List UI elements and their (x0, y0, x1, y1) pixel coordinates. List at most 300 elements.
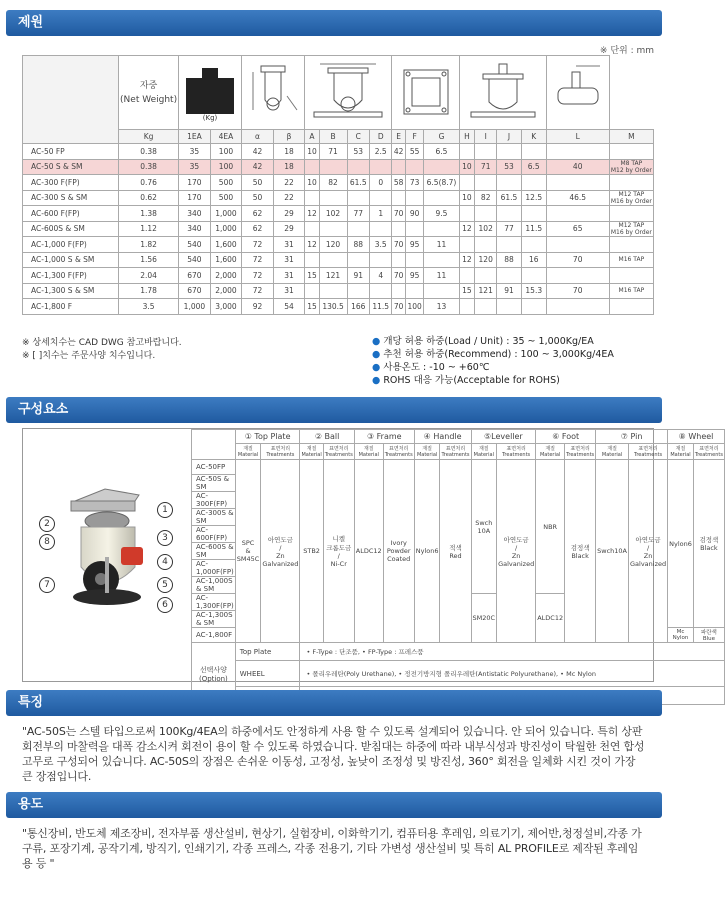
spec-cell: 42 (242, 159, 274, 175)
spec-cell (609, 206, 653, 222)
note-order: ※ [ ]치수는 주문사양 치수입니다. (22, 351, 156, 361)
components-cell: 니켈 크롬도금 / Ni-Cr (323, 460, 354, 643)
component-header: ② Ball (300, 430, 354, 444)
net-weight-header: 자중 (Net Weight) (119, 56, 179, 130)
spec-cell (521, 206, 546, 222)
spec-cell (392, 283, 405, 299)
components-cell: ALDC12 (536, 594, 565, 643)
spec-cell (305, 252, 319, 268)
spec-cell: 10 (459, 190, 475, 206)
notes-left (22, 337, 182, 363)
note-load: ● 개당 허용 하중(Load / Unit) : 35 ~ 1,000Kg/EA (372, 336, 594, 347)
components-cell: Swch10A (596, 460, 629, 643)
spec-subheader: 4EA (210, 130, 242, 144)
spec-cell (497, 237, 522, 253)
spec-cell: 82 (319, 175, 347, 191)
spec-cell: 42 (242, 144, 274, 160)
spec-subheader: E (392, 130, 405, 144)
component-model: AC-1,000F(FP) (192, 560, 236, 577)
spec-cell: 500 (210, 190, 242, 206)
spec-cell (424, 252, 459, 268)
spec-cell: 72 (242, 283, 274, 299)
spec-cell (319, 283, 347, 299)
spec-cell (546, 299, 609, 315)
spec-cell (546, 206, 609, 222)
spec-row (23, 237, 654, 253)
spec-cell (475, 175, 497, 191)
spec-subheader: B (319, 130, 347, 144)
spec-cell: 62 (242, 206, 274, 222)
spec-cell (369, 283, 391, 299)
spec-cell: 340 (179, 221, 211, 237)
spec-cell (347, 283, 369, 299)
section-title-uses: 용도 (6, 792, 662, 818)
spec-cell: 540 (179, 237, 211, 253)
spec-cell: 1.78 (119, 283, 179, 299)
components-cell: 표면처리 Treatments (694, 445, 723, 458)
spec-cell: M16 TAP (609, 252, 653, 268)
spec-cell: 92 (242, 299, 274, 315)
section-title-components: 구성요소 (6, 397, 662, 423)
spec-cell (392, 221, 405, 237)
spec-cell: 1,600 (210, 237, 242, 253)
spec-cell: 70 (392, 268, 405, 284)
spec-cell: 11 (424, 268, 459, 284)
spec-cell: 15.3 (521, 283, 546, 299)
components-cell: 표면처리 Treatments (261, 444, 300, 460)
spec-cell: 50 (242, 190, 274, 206)
spec-cell (369, 190, 391, 206)
spec-cell: 62 (242, 221, 274, 237)
spec-cell (475, 299, 497, 315)
spec-model: AC-1,800 F (23, 299, 119, 315)
component-model: AC-300F(FP) (192, 492, 236, 509)
spec-cell (405, 159, 424, 175)
spec-cell (521, 268, 546, 284)
spec-model: AC-600 F(FP) (23, 206, 119, 222)
spec-cell (459, 237, 475, 253)
spec-cell: 10 (305, 175, 319, 191)
components-cell: 아연도금 / Zn Galvanized (629, 460, 668, 643)
spec-cell: 11.5 (369, 299, 391, 315)
spec-cell (369, 252, 391, 268)
spec-cell: 2.5 (369, 144, 391, 160)
components-cell: 아연도금 / Zn Galvanized (497, 460, 536, 643)
spec-cell (497, 144, 522, 160)
spec-cell: 50 (242, 175, 274, 191)
spec-cell (609, 268, 653, 284)
spec-cell: M16 TAP (609, 283, 653, 299)
spec-cell: 31 (273, 252, 305, 268)
spec-cell: 1 (369, 206, 391, 222)
spec-cell (521, 237, 546, 253)
component-header: ⑤Leveller (471, 430, 536, 444)
section-title-spec: 제원 (6, 10, 662, 36)
spec-row (23, 144, 654, 160)
spec-cell: 77 (347, 206, 369, 222)
spec-cell: 102 (475, 221, 497, 237)
spec-cell: 100 (405, 299, 424, 315)
spec-cell: 10 (459, 159, 475, 175)
component-model: AC-50FP (192, 460, 236, 475)
spec-cell: 88 (497, 252, 522, 268)
spec-cell: 120 (475, 252, 497, 268)
spec-cell: 65 (546, 221, 609, 237)
spec-row (23, 299, 654, 315)
spec-cell: 12 (305, 206, 319, 222)
component-header: ⑦ Pin (596, 430, 668, 444)
spec-cell: 102 (319, 206, 347, 222)
spec-cell (424, 190, 459, 206)
tilt-figure (242, 56, 305, 130)
spec-cell: 3.5 (369, 237, 391, 253)
spec-cell: 6.5 (521, 159, 546, 175)
spec-cell: 2.04 (119, 268, 179, 284)
spec-subheader: I (475, 130, 497, 144)
spec-cell: 121 (475, 283, 497, 299)
spec-subheader: L (546, 130, 609, 144)
spec-cell: 61.5 (497, 190, 522, 206)
spec-cell: 55 (405, 144, 424, 160)
spec-cell: 100 (210, 144, 242, 160)
components-cell: 재질 Material (301, 445, 322, 458)
callout-8: 8 (39, 534, 55, 550)
components-cell: 표면처리 Treatments (629, 444, 668, 460)
spec-cell: 42 (392, 144, 405, 160)
spec-row (23, 175, 654, 191)
spec-cell: 70 (546, 283, 609, 299)
note-cad: ※ 상세치수는 CAD DWG 참고바랍니다. (22, 338, 182, 348)
spec-cell: 35 (179, 144, 211, 160)
spec-row (23, 283, 654, 299)
spec-cell: 130.5 (319, 299, 347, 315)
spec-cell: M12 TAP M16 by Order (610, 221, 652, 236)
spec-cell (497, 175, 522, 191)
spec-cell: 12 (459, 221, 475, 237)
spec-cell: 10 (305, 144, 319, 160)
spec-subheader: Kg (119, 130, 179, 144)
spec-cell: 4 (369, 268, 391, 284)
spec-cell: 13 (424, 299, 459, 315)
spec-row (23, 221, 654, 237)
spec-model: AC-300 F(FP) (23, 175, 119, 191)
s-type-figure (459, 56, 546, 130)
spec-cell: 53 (347, 144, 369, 160)
spec-cell: 31 (273, 237, 305, 253)
spec-cell: 0.38 (119, 144, 179, 160)
components-cell: 재질 Material (414, 444, 440, 460)
spec-cell (305, 283, 319, 299)
spec-cell: 46.5 (546, 190, 609, 206)
spec-cell: 91 (497, 283, 522, 299)
component-model: AC-50S & SM (192, 475, 236, 492)
spec-cell: 1,000 (179, 299, 211, 315)
spec-cell: 82 (475, 190, 497, 206)
spec-cell: 29 (273, 206, 305, 222)
spec-model: AC-300 S & SM (23, 190, 119, 206)
spec-cell (424, 221, 459, 237)
spec-cell: 9.5 (424, 206, 459, 222)
component-model: AC-1,300S & SM (192, 611, 236, 628)
spec-cell: 73 (405, 175, 424, 191)
component-model: AC-1,000S & SM (192, 577, 236, 594)
components-cell: STB2 (300, 460, 323, 643)
spec-cell (475, 144, 497, 160)
spec-cell: 77 (497, 221, 522, 237)
spec-cell: 90 (405, 206, 424, 222)
spec-cell: 120 (319, 237, 347, 253)
component-header: ⑧ Wheel (668, 430, 725, 444)
spec-cell: 12 (305, 237, 319, 253)
spec-cell: 100 (210, 159, 242, 175)
spec-cell: 71 (475, 159, 497, 175)
component-model: AC-1,300F(FP) (192, 594, 236, 611)
spec-cell: 0.62 (119, 190, 179, 206)
components-cell: Swch 10A (471, 460, 497, 594)
spec-cell: 12.5 (521, 190, 546, 206)
uses-text: "통신장비, 반도체 제조장비, 전자부품 생산설비, 현상기, 실험장비, 이화학기기, 컴퓨터용 후레임, 의료기기, 제어반,청정설비,각종 가구류, 포장기계, 공작기계, 방직기, 인쇄기기, 각종 프레스, 각종 전용기, 기타 가변성 생산설비 및 특히 AL PROFILE로 제작된 후레임용 등 " (22, 827, 642, 870)
spec-cell (459, 268, 475, 284)
component-model: AC-300S & SM (192, 509, 236, 526)
components-cell: Nylon6 (668, 460, 694, 628)
spec-row (23, 268, 654, 284)
callout-6: 6 (157, 597, 173, 613)
callout-7: 7 (39, 577, 55, 593)
option-name: WHEEL (235, 661, 300, 687)
spec-cell: 670 (179, 268, 211, 284)
spec-cell: 70 (546, 252, 609, 268)
component-header: ④ Handle (414, 430, 471, 444)
components-panel (22, 428, 723, 683)
spec-cell: 0.76 (119, 175, 179, 191)
components-cell: 재질 Material (471, 444, 497, 460)
components-cell: NBR (536, 460, 565, 594)
note-rohs: ● ROHS 대응 가능(Acceptable for ROHS) (372, 375, 560, 386)
spec-cell: 15 (305, 299, 319, 315)
spec-cell: 95 (405, 237, 424, 253)
spec-subheader: J (497, 130, 522, 144)
callout-2: 2 (39, 516, 55, 532)
spec-cell: 88 (347, 237, 369, 253)
spec-cell: 1,000 (210, 221, 242, 237)
spec-cell: 18 (273, 159, 305, 175)
spec-row (23, 252, 654, 268)
spec-cell (405, 221, 424, 237)
spec-cell: 72 (242, 252, 274, 268)
component-model: AC-600F(FP) (192, 526, 236, 543)
components-cell: Ivory Powder Coated (383, 460, 414, 643)
components-cell: 재질 Material (596, 444, 629, 460)
spec-subheader: M (609, 130, 653, 144)
spec-model: AC-1,300 F(FP) (23, 268, 119, 284)
spec-cell (521, 299, 546, 315)
spec-cell (546, 268, 609, 284)
spec-cell: 70 (392, 206, 405, 222)
component-model: AC-600S & SM (192, 543, 236, 560)
spec-cell: 72 (242, 237, 274, 253)
spec-cell (459, 299, 475, 315)
spec-cell (475, 206, 497, 222)
spec-cell: 500 (210, 175, 242, 191)
spec-cell: 170 (179, 175, 211, 191)
spec-cell (475, 268, 497, 284)
spec-cell: 91 (347, 268, 369, 284)
spec-cell: 31 (273, 268, 305, 284)
spec-cell: 0 (369, 175, 391, 191)
spec-subheader: α (242, 130, 274, 144)
components-cell: 적색 Red (440, 460, 471, 643)
kg-label: (Kg) (202, 113, 218, 122)
spec-cell: 2,000 (210, 283, 242, 299)
option-name: Top Plate (235, 643, 300, 661)
spec-cell (459, 175, 475, 191)
spec-corner (23, 56, 119, 144)
unit-note: ※ 단위 : mm (599, 46, 654, 56)
plate-figure (392, 56, 459, 130)
spec-cell: 166 (347, 299, 369, 315)
component-header: ③ Frame (354, 430, 414, 444)
spec-cell (424, 283, 459, 299)
spec-cell (609, 237, 653, 253)
notes-right (372, 335, 614, 387)
spec-cell (392, 159, 405, 175)
spec-cell: M8 TAP M12 by Order (610, 159, 652, 174)
weight-figure (179, 56, 242, 130)
components-cell: ALDC12 (354, 460, 383, 643)
spec-subheader: C (347, 130, 369, 144)
spec-model: AC-1,000 F(FP) (23, 237, 119, 253)
components-cell: 표면처리 Treatments (497, 444, 536, 460)
spec-cell (369, 159, 391, 175)
components-cell: 표면처리 Treatments (441, 445, 470, 458)
option-label: 선택사양 (Option) (192, 643, 236, 705)
spec-cell: 670 (179, 283, 211, 299)
spec-cell: 1.56 (119, 252, 179, 268)
spec-cell: 340 (179, 206, 211, 222)
spec-subheader: G (424, 130, 459, 144)
components-cell: 재질 Material (235, 444, 261, 460)
component-model: AC-1,800F (192, 628, 236, 643)
spec-cell (319, 190, 347, 206)
spec-cell (609, 175, 653, 191)
spec-cell: 70 (392, 237, 405, 253)
spec-cell: 6.5 (424, 144, 459, 160)
spec-cell: 15 (459, 283, 475, 299)
leveling-caster-illustration (23, 429, 191, 681)
spec-cell (424, 159, 459, 175)
spec-cell (347, 221, 369, 237)
components-cell (192, 430, 236, 460)
spec-model: AC-50 S & SM (23, 159, 119, 175)
spec-cell: 170 (179, 190, 211, 206)
spec-cell (475, 237, 497, 253)
spec-cell: 58 (392, 175, 405, 191)
spec-cell: 3.5 (119, 299, 179, 315)
component-header: ⑥ Foot (536, 430, 596, 444)
spec-cell (305, 159, 319, 175)
spec-cell: M12 TAP M16 by Order (610, 190, 652, 205)
spec-cell (497, 299, 522, 315)
spec-cell (497, 268, 522, 284)
spec-cell (459, 144, 475, 160)
spec-subheader: K (521, 130, 546, 144)
spec-cell: 70 (392, 299, 405, 315)
spec-subheader: F (405, 130, 424, 144)
spec-row (23, 206, 654, 222)
spec-cell: 0.38 (119, 159, 179, 175)
spec-cell (546, 237, 609, 253)
spec-cell: 3,000 (210, 299, 242, 315)
spec-subheader: H (459, 130, 475, 144)
spec-cell (546, 144, 609, 160)
spec-cell (405, 252, 424, 268)
spec-cell (609, 299, 653, 315)
option-desc: • F-Type : 단조품, • FP-Type : 프레스품 (300, 643, 724, 661)
component-header: ① Top Plate (235, 430, 300, 444)
callout-4: 4 (157, 554, 173, 570)
spec-cell (392, 252, 405, 268)
spec-cell (305, 221, 319, 237)
components-cell: Nylon6 (414, 460, 440, 643)
spec-cell (546, 175, 609, 191)
spec-cell: 2,000 (210, 268, 242, 284)
spec-cell: 18 (273, 144, 305, 160)
spec-cell: 22 (273, 175, 305, 191)
components-cell: 파란색 Blue (693, 628, 724, 643)
features-text: "AC-50S는 스텔 타입으로써 100Kg/4EA의 하중에서도 안정하게 사용 할 수 있도록 설계되어 있습니다. 안 되어 있습니다. 특히 상판 회전부의 마찰력을 대폭 감소시켜 회전이 용이 할 수 있도록 하였습니다. 받침대는 하중에 따라 내부식성과 방진성이 탁월한 천연 합성 고무로 구성되어 있습니다. AC-50S의 장점은 손쉬운 이동성, 고정성, 높낮이 조정성 및 방진성, 360° 회전을 일체화 시킨 것이 가장 큰 장점입니다. (22, 725, 645, 783)
components-cell: 재질 Material (354, 444, 383, 460)
components-cell: 재질 Material (668, 444, 694, 460)
components-table (191, 429, 725, 705)
note-recommend: ● 추천 허용 하중(Recommend) : 100 ~ 3,000Kg/4EA (372, 349, 614, 360)
spec-cell (405, 283, 424, 299)
components-cell: 표면처리 Treatments (384, 445, 413, 458)
spec-row (23, 190, 654, 206)
spec-subheader: β (273, 130, 305, 144)
spec-cell: 1.82 (119, 237, 179, 253)
spec-model: AC-50 FP (23, 144, 119, 160)
spec-cell: 540 (179, 252, 211, 268)
option-desc: • 폴리우레탄(Poly Urethane), • 정전기방지형 폴리우레탄(Antistatic Polyurethane), • Mc Nylon (300, 661, 724, 687)
components-cell: 표면처리 Treatments (324, 445, 353, 458)
f-type-figure (305, 56, 392, 130)
spec-subheader: 1EA (179, 130, 211, 144)
m-figure (546, 56, 609, 130)
spec-cell (319, 221, 347, 237)
spec-cell (497, 206, 522, 222)
spec-cell: 15 (305, 268, 319, 284)
components-cell: SPC & SM45C (235, 460, 261, 643)
spec-cell (347, 190, 369, 206)
spec-cell: 22 (273, 190, 305, 206)
callout-3: 3 (157, 530, 173, 546)
components-cell: 검정색 Black (693, 460, 724, 628)
section-title-features: 특징 (6, 690, 662, 716)
spec-cell (319, 159, 347, 175)
spec-cell: 11.5 (521, 221, 546, 237)
spec-cell (347, 252, 369, 268)
components-cell: 아연도금 / Zn Galvanized (261, 460, 300, 643)
spec-cell (521, 175, 546, 191)
spec-cell: 29 (273, 221, 305, 237)
spec-cell: 11 (424, 237, 459, 253)
spec-model: AC-1,300 S & SM (23, 283, 119, 299)
spec-cell: 40 (546, 159, 609, 175)
spec-cell: 31 (273, 283, 305, 299)
spec-model: AC-1,000 S & SM (23, 252, 119, 268)
components-cell: SM20C (471, 594, 497, 643)
components-cell: 검정색 Black (565, 460, 596, 643)
